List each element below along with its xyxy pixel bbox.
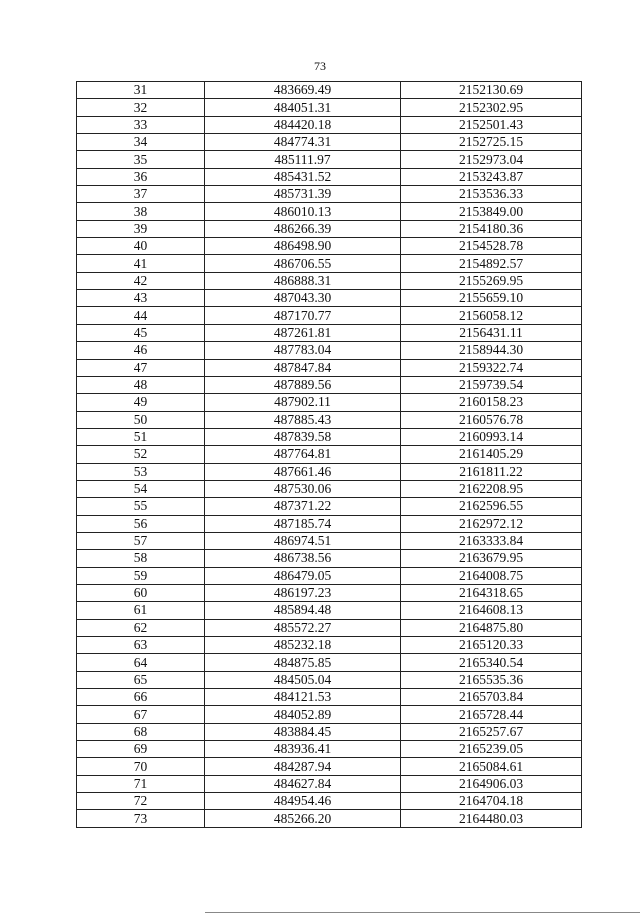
table-row	[77, 671, 582, 688]
table-row	[77, 220, 582, 237]
x-coordinate-cell: 487661.46	[205, 463, 401, 480]
point-number-cell: 31	[77, 82, 205, 99]
y-coordinate-cell: 2165535.36	[401, 671, 582, 688]
table-row	[77, 515, 582, 532]
point-number-cell: 47	[77, 359, 205, 376]
y-coordinate-cell: 2165728.44	[401, 706, 582, 723]
x-coordinate-cell: 485894.48	[205, 602, 401, 619]
x-coordinate-cell: 484505.04	[205, 671, 401, 688]
x-coordinate-cell: 487764.81	[205, 446, 401, 463]
point-number-cell: 70	[77, 758, 205, 775]
table-row	[77, 567, 582, 584]
x-coordinate-cell: 485431.52	[205, 168, 401, 185]
point-number-cell: 66	[77, 689, 205, 706]
table-row	[77, 116, 582, 133]
point-number-cell: 43	[77, 290, 205, 307]
table-row	[77, 99, 582, 116]
y-coordinate-cell: 2164480.03	[401, 810, 582, 827]
point-number-cell: 49	[77, 394, 205, 411]
coordinate-table-body	[77, 82, 582, 828]
y-coordinate-cell: 2165257.67	[401, 723, 582, 740]
table-row	[77, 446, 582, 463]
y-coordinate-cell: 2153243.87	[401, 168, 582, 185]
point-number-cell: 53	[77, 463, 205, 480]
y-coordinate-cell: 2165120.33	[401, 637, 582, 654]
x-coordinate-cell: 486888.31	[205, 272, 401, 289]
point-number-cell: 48	[77, 376, 205, 393]
point-number-cell: 44	[77, 307, 205, 324]
y-coordinate-cell: 2164318.65	[401, 584, 582, 601]
table-row	[77, 203, 582, 220]
x-coordinate-cell: 484420.18	[205, 116, 401, 133]
x-coordinate-cell: 487185.74	[205, 515, 401, 532]
table-row	[77, 498, 582, 515]
table-row	[77, 706, 582, 723]
y-coordinate-cell: 2154180.36	[401, 220, 582, 237]
point-number-cell: 52	[77, 446, 205, 463]
table-row	[77, 689, 582, 706]
y-coordinate-cell: 2152501.43	[401, 116, 582, 133]
table-row	[77, 376, 582, 393]
table-row	[77, 307, 582, 324]
x-coordinate-cell: 487530.06	[205, 480, 401, 497]
x-coordinate-cell: 486266.39	[205, 220, 401, 237]
x-coordinate-cell: 483669.49	[205, 82, 401, 99]
y-coordinate-cell: 2164704.18	[401, 793, 582, 810]
point-number-cell: 64	[77, 654, 205, 671]
y-coordinate-cell: 2163333.84	[401, 532, 582, 549]
x-coordinate-cell: 485731.39	[205, 186, 401, 203]
x-coordinate-cell: 485232.18	[205, 637, 401, 654]
y-coordinate-cell: 2160993.14	[401, 428, 582, 445]
point-number-cell: 40	[77, 238, 205, 255]
table-row	[77, 775, 582, 792]
x-coordinate-cell: 487261.81	[205, 324, 401, 341]
point-number-cell: 67	[77, 706, 205, 723]
y-coordinate-cell: 2155659.10	[401, 290, 582, 307]
point-number-cell: 32	[77, 99, 205, 116]
table-row	[77, 168, 582, 185]
y-coordinate-cell: 2165703.84	[401, 689, 582, 706]
point-number-cell: 33	[77, 116, 205, 133]
y-coordinate-cell: 2160576.78	[401, 411, 582, 428]
y-coordinate-cell: 2162972.12	[401, 515, 582, 532]
x-coordinate-cell: 486010.13	[205, 203, 401, 220]
x-coordinate-cell: 483936.41	[205, 741, 401, 758]
table-row	[77, 272, 582, 289]
y-coordinate-cell: 2164608.13	[401, 602, 582, 619]
x-coordinate-cell: 483884.45	[205, 723, 401, 740]
point-number-cell: 57	[77, 532, 205, 549]
x-coordinate-cell: 486197.23	[205, 584, 401, 601]
y-coordinate-cell: 2160158.23	[401, 394, 582, 411]
x-coordinate-cell: 487170.77	[205, 307, 401, 324]
x-coordinate-cell: 484954.46	[205, 793, 401, 810]
x-coordinate-cell: 487885.43	[205, 411, 401, 428]
x-coordinate-cell: 485266.20	[205, 810, 401, 827]
table-row	[77, 793, 582, 810]
point-number-cell: 37	[77, 186, 205, 203]
table-row	[77, 480, 582, 497]
x-coordinate-cell: 487902.11	[205, 394, 401, 411]
table-row	[77, 324, 582, 341]
table-row	[77, 723, 582, 740]
table-row	[77, 151, 582, 168]
point-number-cell: 62	[77, 619, 205, 636]
x-coordinate-cell: 487839.58	[205, 428, 401, 445]
point-number-cell: 72	[77, 793, 205, 810]
y-coordinate-cell: 2156431.11	[401, 324, 582, 341]
table-row	[77, 810, 582, 827]
y-coordinate-cell: 2155269.95	[401, 272, 582, 289]
table-row	[77, 428, 582, 445]
table-row	[77, 411, 582, 428]
x-coordinate-cell: 486706.55	[205, 255, 401, 272]
y-coordinate-cell: 2154528.78	[401, 238, 582, 255]
table-row	[77, 602, 582, 619]
table-row	[77, 584, 582, 601]
x-coordinate-cell: 484774.31	[205, 134, 401, 151]
y-coordinate-cell: 2164906.03	[401, 775, 582, 792]
table-row	[77, 359, 582, 376]
y-coordinate-cell: 2165239.05	[401, 741, 582, 758]
y-coordinate-cell: 2156058.12	[401, 307, 582, 324]
y-coordinate-cell: 2164008.75	[401, 567, 582, 584]
point-number-cell: 41	[77, 255, 205, 272]
table-row	[77, 654, 582, 671]
y-coordinate-cell: 2165340.54	[401, 654, 582, 671]
point-number-cell: 56	[77, 515, 205, 532]
point-number-cell: 73	[77, 810, 205, 827]
table-row	[77, 463, 582, 480]
y-coordinate-cell: 2159739.54	[401, 376, 582, 393]
x-coordinate-cell: 484627.84	[205, 775, 401, 792]
point-number-cell: 51	[77, 428, 205, 445]
point-number-cell: 35	[77, 151, 205, 168]
x-coordinate-cell: 486738.56	[205, 550, 401, 567]
y-coordinate-cell: 2164875.80	[401, 619, 582, 636]
x-coordinate-cell: 487783.04	[205, 342, 401, 359]
coordinate-table	[76, 81, 582, 828]
point-number-cell: 55	[77, 498, 205, 515]
table-row	[77, 82, 582, 99]
y-coordinate-cell: 2159322.74	[401, 359, 582, 376]
point-number-cell: 45	[77, 324, 205, 341]
x-coordinate-cell: 484875.85	[205, 654, 401, 671]
table-row	[77, 186, 582, 203]
x-coordinate-cell: 484287.94	[205, 758, 401, 775]
x-coordinate-cell: 487043.30	[205, 290, 401, 307]
table-row	[77, 255, 582, 272]
y-coordinate-cell: 2153849.00	[401, 203, 582, 220]
y-coordinate-cell: 2163679.95	[401, 550, 582, 567]
table-row	[77, 290, 582, 307]
y-coordinate-cell: 2165084.61	[401, 758, 582, 775]
table-row	[77, 619, 582, 636]
bottom-rule	[205, 912, 640, 913]
x-coordinate-cell: 485572.27	[205, 619, 401, 636]
x-coordinate-cell: 487371.22	[205, 498, 401, 515]
table-row	[77, 532, 582, 549]
x-coordinate-cell: 487847.84	[205, 359, 401, 376]
point-number-cell: 54	[77, 480, 205, 497]
y-coordinate-cell: 2162208.95	[401, 480, 582, 497]
point-number-cell: 71	[77, 775, 205, 792]
table-row	[77, 741, 582, 758]
point-number-cell: 63	[77, 637, 205, 654]
x-coordinate-cell: 484051.31	[205, 99, 401, 116]
x-coordinate-cell: 484052.89	[205, 706, 401, 723]
table-row	[77, 134, 582, 151]
point-number-cell: 42	[77, 272, 205, 289]
point-number-cell: 58	[77, 550, 205, 567]
table-row	[77, 637, 582, 654]
x-coordinate-cell: 486974.51	[205, 532, 401, 549]
table-row	[77, 394, 582, 411]
point-number-cell: 68	[77, 723, 205, 740]
y-coordinate-cell: 2152302.95	[401, 99, 582, 116]
x-coordinate-cell: 484121.53	[205, 689, 401, 706]
x-coordinate-cell: 487889.56	[205, 376, 401, 393]
x-coordinate-cell: 486498.90	[205, 238, 401, 255]
point-number-cell: 65	[77, 671, 205, 688]
point-number-cell: 61	[77, 602, 205, 619]
point-number-cell: 59	[77, 567, 205, 584]
y-coordinate-cell: 2154892.57	[401, 255, 582, 272]
y-coordinate-cell: 2162596.55	[401, 498, 582, 515]
y-coordinate-cell: 2152973.04	[401, 151, 582, 168]
y-coordinate-cell: 2153536.33	[401, 186, 582, 203]
point-number-cell: 34	[77, 134, 205, 151]
table-row	[77, 238, 582, 255]
point-number-cell: 50	[77, 411, 205, 428]
point-number-cell: 36	[77, 168, 205, 185]
point-number-cell: 69	[77, 741, 205, 758]
point-number-cell: 60	[77, 584, 205, 601]
y-coordinate-cell: 2161405.29	[401, 446, 582, 463]
y-coordinate-cell: 2158944.30	[401, 342, 582, 359]
table-row	[77, 550, 582, 567]
table-row	[77, 342, 582, 359]
page-number: 73	[314, 59, 326, 73]
point-number-cell: 39	[77, 220, 205, 237]
point-number-cell: 46	[77, 342, 205, 359]
point-number-cell: 38	[77, 203, 205, 220]
x-coordinate-cell: 485111.97	[205, 151, 401, 168]
y-coordinate-cell: 2152725.15	[401, 134, 582, 151]
y-coordinate-cell: 2152130.69	[401, 82, 582, 99]
y-coordinate-cell: 2161811.22	[401, 463, 582, 480]
table-row	[77, 758, 582, 775]
x-coordinate-cell: 486479.05	[205, 567, 401, 584]
